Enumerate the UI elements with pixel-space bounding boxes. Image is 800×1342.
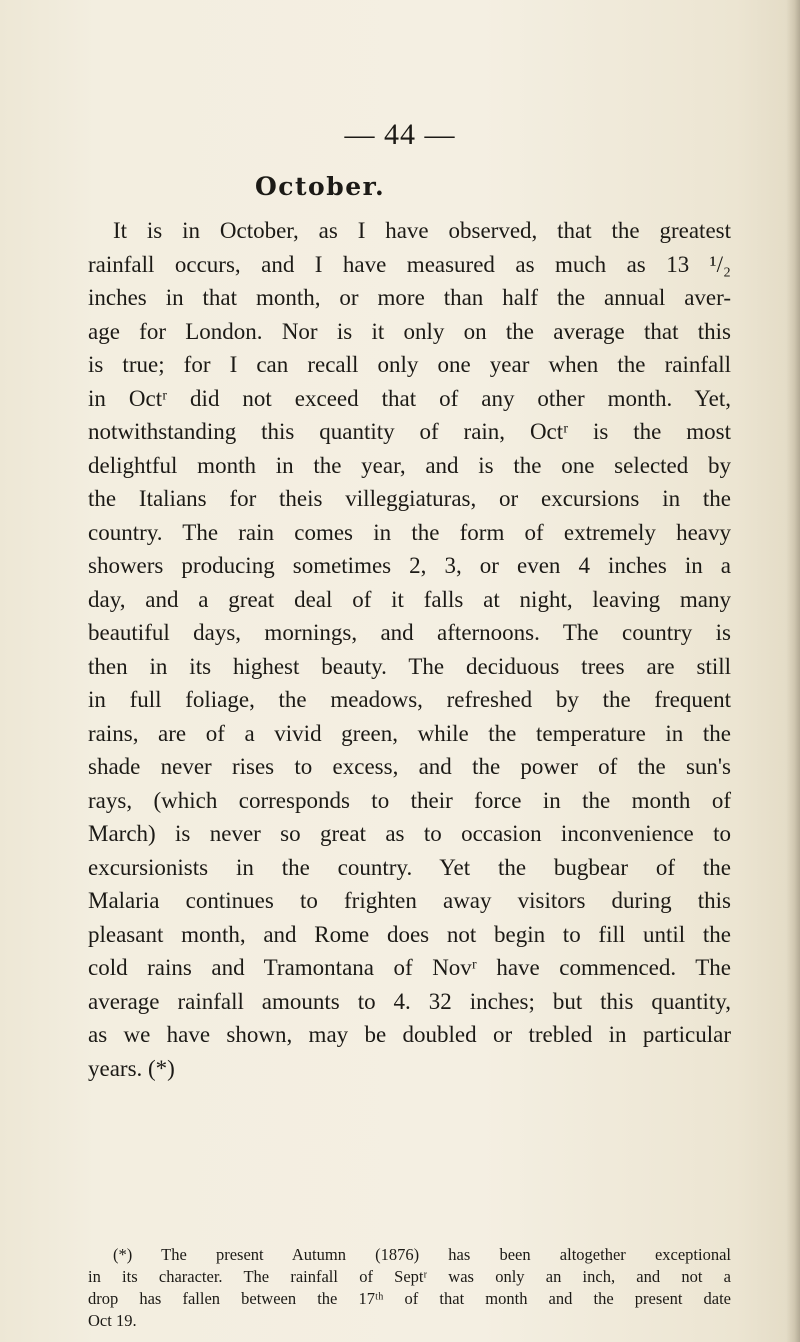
text-line: in full foliage, the meadows, refreshed by the frequent bbox=[88, 687, 731, 712]
footnote-line: in its character. The rainfall of Septʳ was only an inch, and not a bbox=[88, 1267, 731, 1286]
text-line: age for London. Nor is it only on the average that this bbox=[88, 318, 731, 344]
text-line: showers producing sometimes 2, 3, or even 4 inches in a bbox=[88, 553, 731, 578]
text-line: years. (*) bbox=[88, 1055, 175, 1081]
text-line: is true; for I can recall only one year when the rainfall bbox=[88, 352, 731, 377]
text-line: average rainfall amounts to 4. 32 inches; but this quantity, bbox=[88, 988, 731, 1014]
text-line: then in its highest beauty. The deciduous trees are still bbox=[88, 653, 731, 679]
text-line: pleasant month, and Rome does not begin to fill until the bbox=[88, 921, 731, 947]
text-line: beautiful days, mornings, and afternoons. The country is bbox=[88, 620, 731, 645]
text-line: delightful month in the year, and is the one selected by bbox=[88, 452, 731, 478]
text-line: the Italians for theis villeggiaturas, or excursions in the bbox=[88, 486, 731, 511]
text-line: country. The rain comes in the form of extremely heavy bbox=[88, 519, 731, 545]
text-line: excursionists in the country. Yet the bugbear of the bbox=[88, 854, 731, 880]
footnote bbox=[88, 1244, 731, 1332]
footnote-line: Oct 19. bbox=[88, 1311, 137, 1330]
text-line: notwithstanding this quantity of rain, Octʳ is the most bbox=[88, 419, 731, 444]
text-line: rains, are of a vivid green, while the temperature in the bbox=[88, 720, 731, 746]
text-line: day, and a great deal of it falls at night, leaving many bbox=[88, 586, 731, 612]
text-line: It is in October, as I have observed, that the greatest bbox=[113, 218, 731, 243]
text-line: rays, (which corresponds to their force in the month of bbox=[88, 787, 731, 813]
text-line: inches in that month, or more than half the annual aver- bbox=[88, 285, 731, 310]
text-line: cold rains and Tramontana of Novʳ have commenced. The bbox=[88, 955, 731, 980]
footnote-line: drop has fallen between the 17ᵗʰ of that month and the present date bbox=[88, 1289, 731, 1308]
body-paragraph bbox=[88, 214, 731, 1085]
text-line: rainfall occurs, and I have measured as much as 13 ¹/₂ bbox=[88, 251, 731, 277]
page-edge-shadow bbox=[786, 0, 800, 1342]
text-line: Malaria continues to frighten away visitors during this bbox=[88, 888, 731, 913]
text-line: as we have shown, may be doubled or trebled in particular bbox=[88, 1022, 731, 1047]
text-line: March) is never so great as to occasion inconvenience to bbox=[88, 821, 731, 846]
text-line: shade never rises to excess, and the power of the sun's bbox=[88, 754, 731, 779]
text-line: in Octʳ did not exceed that of any other month. Yet, bbox=[88, 385, 731, 411]
page-number: — 44 — bbox=[344, 118, 456, 151]
chapter-title: October. bbox=[255, 172, 386, 201]
footnote-line: (*) The present Autumn (1876) has been altogether exceptional bbox=[113, 1245, 731, 1264]
